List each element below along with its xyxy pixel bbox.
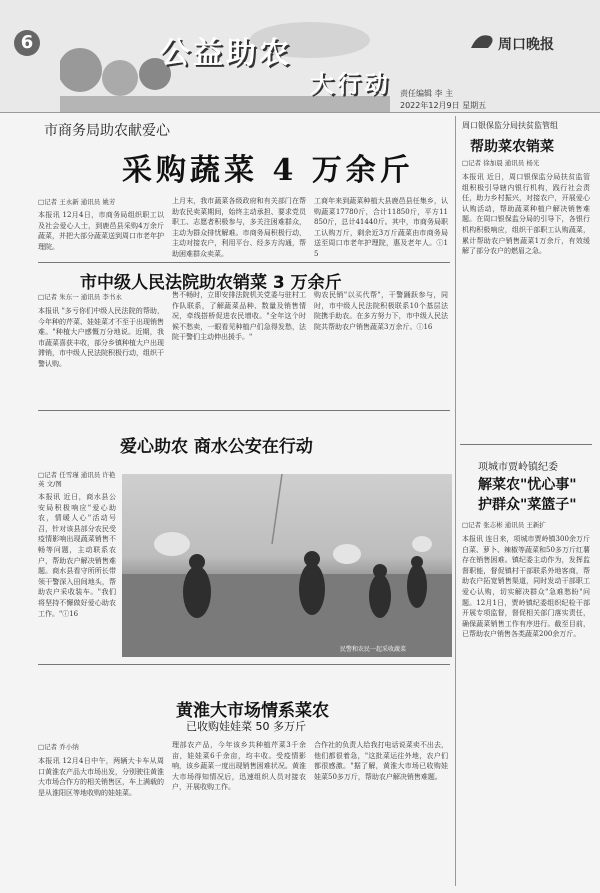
page-number: 6 (14, 30, 40, 56)
article3-photo (122, 474, 452, 657)
editor-info: 责任编辑 李 主 (400, 89, 454, 98)
divider (38, 410, 450, 411)
divider (38, 664, 450, 665)
sidebar2-headline-line2: 护群众"菜篮子" (478, 497, 577, 513)
article1-byline: □记者 王永新 通讯员 姚芳 (38, 198, 116, 206)
article2-col3: 购农民销"以买代帮"，干警踊跃参与，同时，市中级人民法院积极联系10个基层法院携手助农。在多方努力下，市中级人民法院共帮助农户销售蔬菜3万余斤。ⓘ16 (314, 291, 448, 331)
sidebar2-headline-line1: 解菜农"忧心事" (478, 477, 577, 493)
article1-headline: 采购蔬菜 4 万余斤 (122, 153, 414, 188)
photo-caption: 民警和农民一起采收蔬菜 (340, 646, 407, 653)
article4-byline: □记者 乔小纳 (38, 743, 79, 751)
article2-byline: □记者 朱东一 通讯员 李书永 (38, 293, 122, 301)
sidebar1-body: 本报讯 近日，周口银保监分局扶贫监管组积极引导辖内银行机构，践行社会责任，助力乡村振兴，对接农户，开展爱心认购活动，帮助蔬菜种植户解决销售难题。在周口银保监分局的引导下，各银行机构积极响应，组织干部职工认购蔬菜，累计帮助农户销售蔬菜1万余斤，有效缓解了部分农户的燃眉之急。 (462, 173, 590, 256)
article4-col2: 理部农产品，今年该乡共种植芹菜3千余亩，娃娃菜6千余亩，均丰收。受疫情影响，该乡蔬菜一度出现销售困难状况。黄淮大市场得知情况后，迅速组织人员对接农户，开展收购工作。 (172, 741, 306, 792)
banner-subtitle: 大行动 (310, 70, 391, 98)
banner-title: 公益助农 (160, 36, 292, 71)
article2-col1: 本报讯 "多亏你们中级人民法院的帮助，今年种的芹菜、娃娃菜才不至于出现销售难。"种植大户感慨万分地说。近期，我市蔬菜喜获丰收，部分乡镇种植大户出现滞销，市中级人民法院积极行动，组织干警认购。 (38, 307, 164, 368)
article3-headline: 爱心助农 商水公安在行动 (120, 437, 313, 457)
sidebar1-headline: 帮助菜农销菜 (470, 139, 554, 155)
divider (460, 444, 592, 445)
page-header (0, 0, 600, 113)
article2-headline: 市中级人民法院助农销菜 3 万余斤 (80, 273, 342, 293)
article2-col2: 售不畅时，立即安排法院机关党委与驻村工作队联系，了解蔬菜品种、数量及销售情况，牵线搭桥促进农民增收。"全年这个时候不愁卖，一眼看见种植户们急得发愁，法院干警们主动伸出援手。" (172, 291, 306, 342)
sidebar2-kicker: 项城市贾岭镇纪委 (478, 462, 558, 473)
article4-subhead: 已收购娃娃菜 50 多万斤 (186, 720, 306, 733)
article1-col3: 工商年来到蔬菜种植大县鹿邑县任集乡，认购蔬菜17780斤，合计11850斤，平方11850斤，总计41440斤。其中，市商务局职工认购万斤，剩余近3万斤蔬菜由市商务局送至周口市老年护理院，惠及老年人。ⓘ15 (314, 197, 448, 258)
article3-byline: □记者 任雪瑾 通讯员 许艳英 文/图 (38, 471, 116, 488)
sidebar2-byline: □记者 张志彬 通讯员 王新扩 (462, 521, 546, 529)
sidebar2-body: 本报讯 连日来，项城市贾岭镇300余万斤白菜、萝卜、辣椒等蔬菜和50多万斤红薯存在销售困难。镇纪委主动作为，发挥监督职能，督促镇村干部联系外地客商，帮助农户拓宽销售渠道，同时发动干部职工爱心认购，切实解决群众"急难愁盼"问题。12月1日，贾岭镇纪委组织纪检干部开展专项监督，督促相关部门落实责任，确保蔬菜销售工作有序进行。截至目前，已帮助农户销售各类蔬菜200余万斤。 (462, 535, 590, 639)
article3-col1: 本报讯 近日，商水县公安局积极响应"爱心助农，情暖人心"活动号召，针对该县部分农民受疫情影响出现蔬菜销售不畅等问题，主动联系农户，帮助农户解决销售难题。商水县看守所所长带领干警深入田间地头，帮助农户采收装车。"我们将坚持不懈做好爱心助农工作。"ⓘ16 (38, 493, 116, 618)
article4-col1: 本报讯 12月4日中午，两辆大卡车从周口黄淮农产品大市场出发，分别驶往黄淮大市场合作方的相关销售区，车上满载的是从淮阳区等地收购的娃娃菜。 (38, 757, 164, 797)
article1-col2: 上月末，我市蔬菜各级政府和有关部门在帮助农民卖菜期间，始终主动承担、要求党员职工、志愿者积极参与，多关注困难群众，主动为群众排忧解难。市商务局积极行动，主动对接农户，利用平台、经多方沟通，帮助困难群众卖菜。 (172, 197, 306, 258)
divider (38, 262, 450, 263)
article1-col1: 本报讯 12月4日，市商务局组织职工以及社会爱心人士，到鹿邑县采购4万余斤蔬菜，并把大部分蔬菜送到周口市老年护理院。 (38, 211, 164, 251)
article4-headline: 黄淮大市场情系菜农 (176, 701, 329, 721)
issue-date: 2022年12月9日 星期五 (400, 101, 487, 110)
newspaper-logo: 周口晚报 (498, 37, 554, 53)
sidebar1-kicker: 周口银保监分局扶贫监管组 (462, 121, 558, 130)
article1-kicker: 市商务局助农献爱心 (44, 123, 170, 139)
article4-col3: 合作社的负责人给我打电话说菜卖不出去，他们都很着急，"这批菜运往外地，农户们都很感激。"据了解，黄淮大市场已收购娃娃菜50多万斤，帮助农户解决销售难题。 (314, 741, 448, 781)
column-divider (455, 116, 456, 886)
sidebar1-byline: □记者 徐加晨 通讯员 杨光 (462, 159, 540, 167)
farmers-harvest-photo-icon (122, 474, 452, 657)
newspaper-logo-icon (468, 30, 498, 52)
